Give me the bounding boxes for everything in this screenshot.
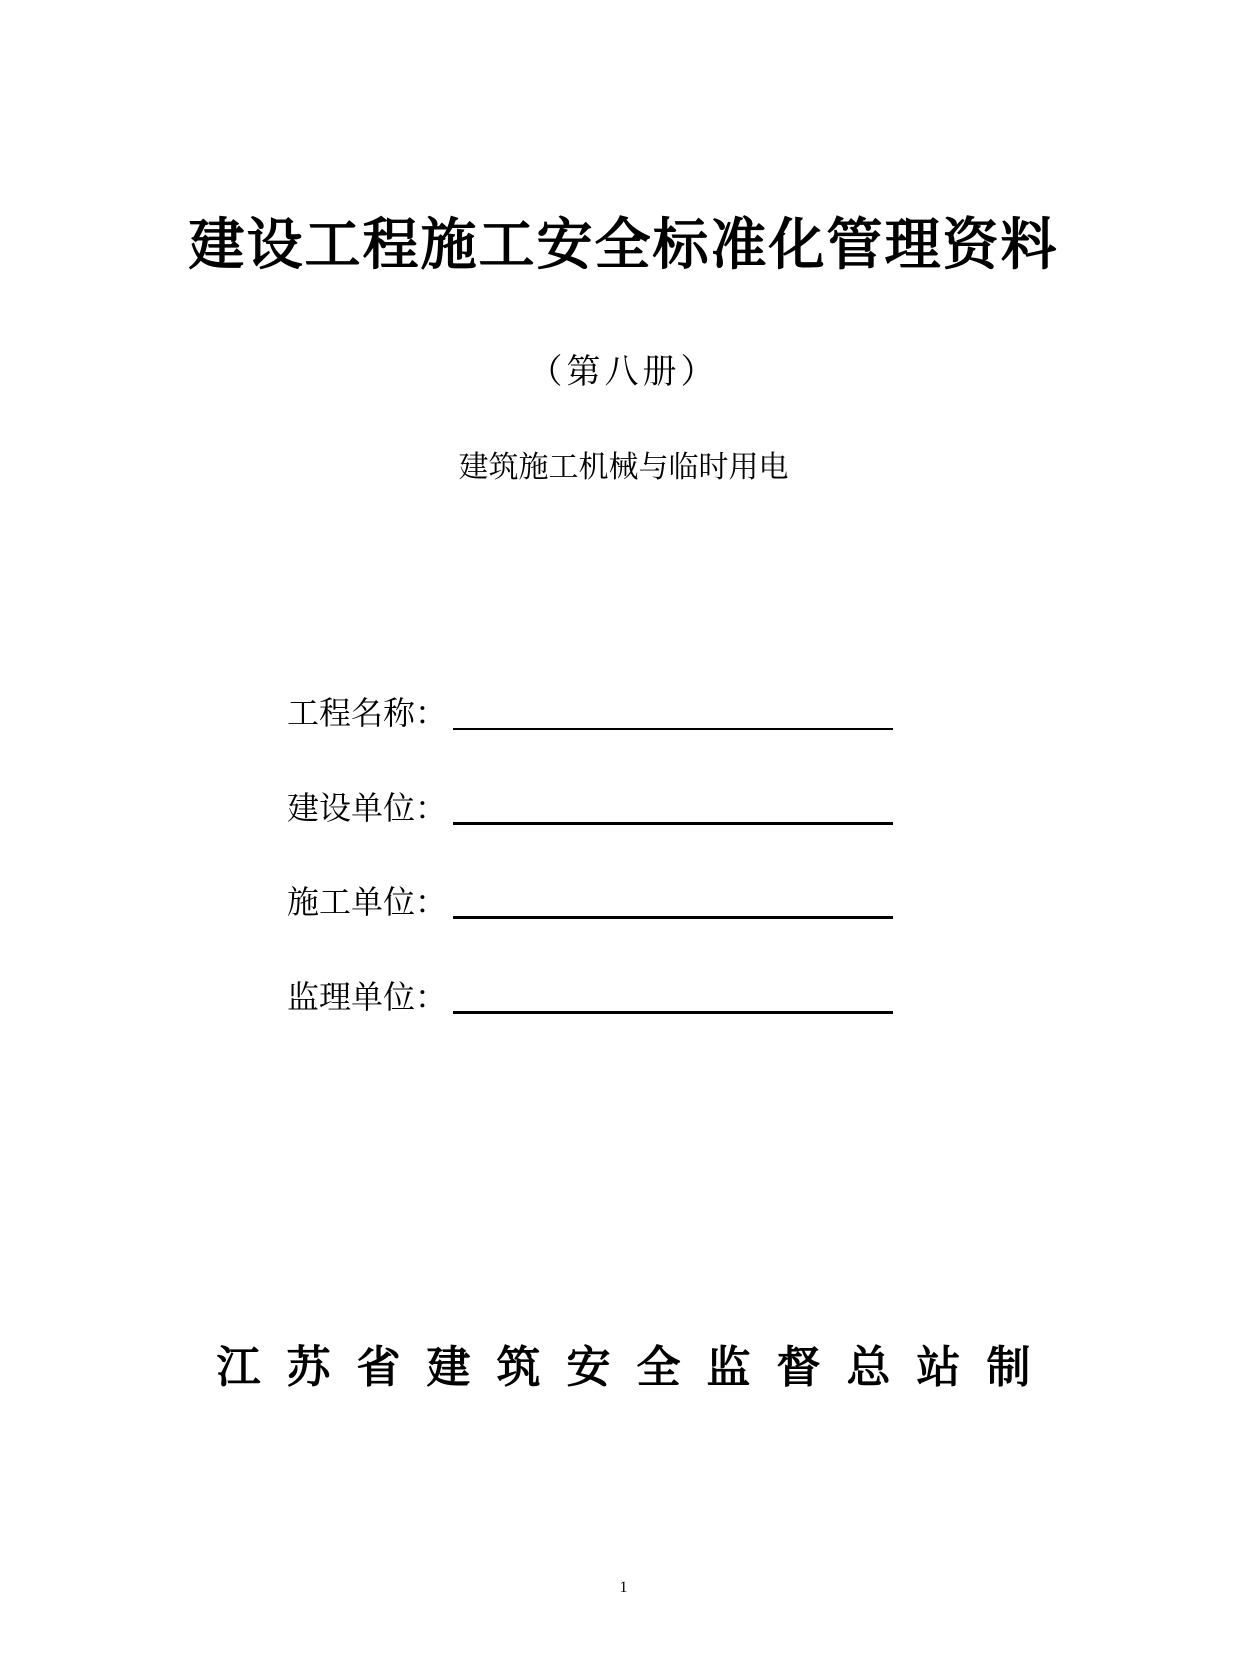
project-name-label: 工程名称： [287, 694, 448, 732]
construction-owner-line [453, 792, 893, 825]
volume-label: （第八册） [528, 352, 719, 392]
document-subtitle: 建筑施工机械与临时用电 [458, 450, 789, 485]
construction-owner-field [287, 779, 893, 829]
document-title: 建设工程施工安全标准化管理资料 [188, 212, 1059, 278]
construction-owner-label: 建设单位： [287, 789, 448, 827]
project-name-line [453, 698, 893, 730]
contractor-line [453, 886, 893, 919]
contractor-label: 施工单位： [287, 883, 448, 921]
supervisor-line [453, 981, 893, 1014]
supervisor-label: 监理单位： [287, 978, 448, 1016]
project-name-field [287, 684, 893, 734]
contractor-field [287, 873, 893, 923]
publisher-line: 江苏省建筑安全监督总站制 [216, 1342, 1057, 1393]
page-number: 1 [619, 1579, 628, 1596]
supervisor-field [287, 968, 893, 1018]
